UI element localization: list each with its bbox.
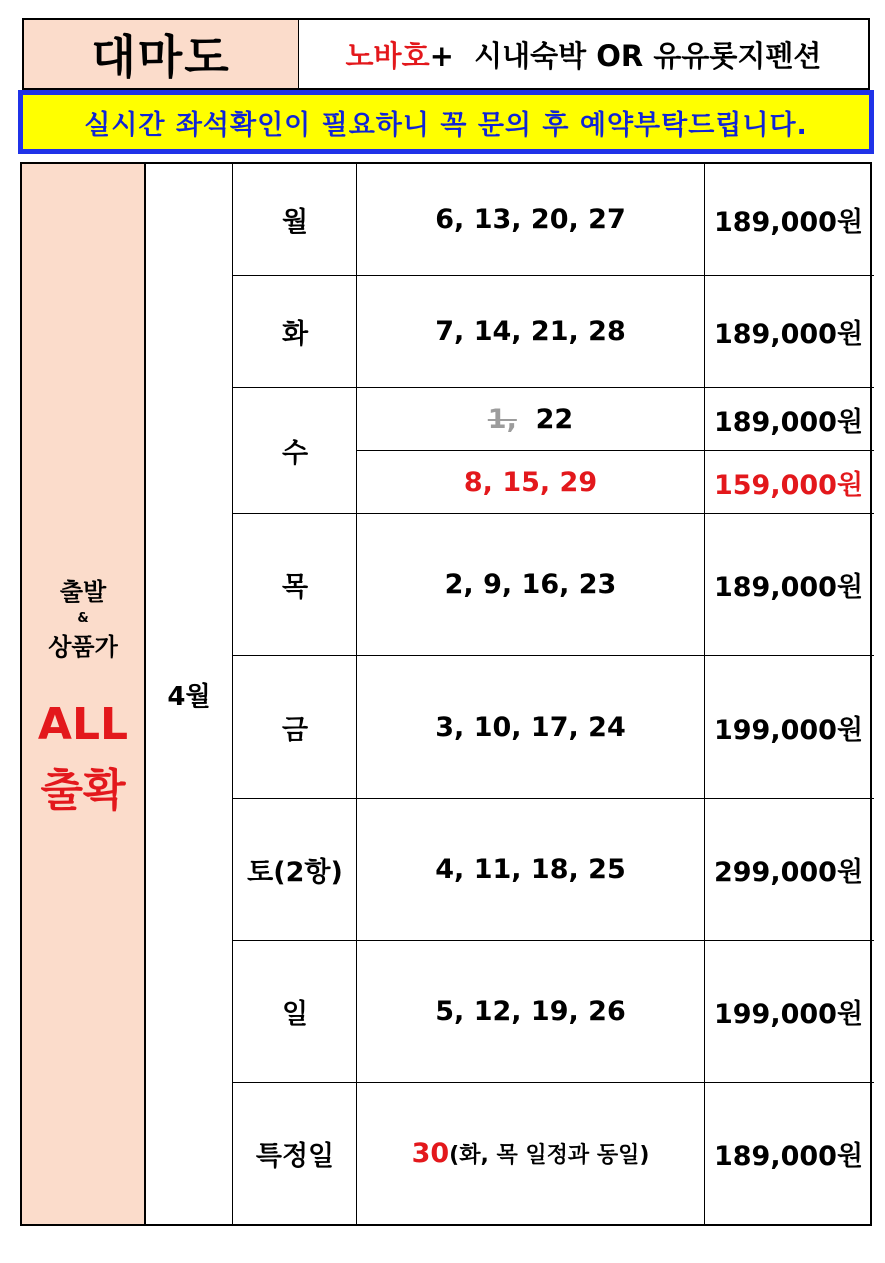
subtitle: [346, 34, 822, 75]
price-mon: 189,000원: [713, 207, 864, 238]
notice-banner: [18, 90, 874, 154]
lodging-text: 시내숙박 OR 유유롯지펜션: [474, 38, 822, 73]
day-sun: 일: [281, 999, 309, 1030]
struck-date: 1,: [487, 403, 517, 435]
day-wed: 수: [281, 438, 309, 469]
dates-tue: 7, 14, 21, 28: [435, 316, 626, 347]
price-sun: 199,000원: [713, 999, 864, 1030]
subtitle-box: [298, 18, 870, 90]
dates-special: [357, 1083, 704, 1224]
plus-sign: +: [429, 38, 454, 73]
ship-name: 노바호: [345, 38, 430, 73]
schedule-table: [20, 162, 872, 1226]
special-date: 30: [411, 1138, 450, 1169]
day-fri: 금: [281, 714, 309, 746]
dates-wed-2: 8, 15, 29: [463, 466, 598, 498]
price-wed-2: 159,000원: [713, 469, 864, 501]
day-special: 특정일: [255, 1141, 335, 1172]
side-label-price: 상품가: [48, 632, 118, 661]
side-label-column: [22, 164, 146, 1224]
special-note: (화, 목 일정과 동일): [449, 1143, 650, 1168]
dates-sun: 5, 12, 19, 26: [435, 996, 626, 1027]
side-label-amp: &: [77, 610, 89, 626]
dates-wed-1: [357, 388, 704, 450]
price-sat: 299,000원: [713, 857, 864, 888]
day-thu: 목: [281, 572, 309, 603]
notice-text: 실시간 좌석확인이 필요하니 꼭 문의 후 예약부탁드립니다.: [84, 109, 808, 141]
date-22: 22: [535, 403, 574, 435]
price-tue: 189,000원: [713, 319, 864, 350]
day-tue: 화: [281, 319, 309, 350]
month-cell: 4월: [146, 164, 233, 1224]
day-sat: 토(2항): [247, 857, 343, 888]
price-wed-1: 189,000원: [713, 406, 864, 438]
price-special: 189,000원: [713, 1141, 864, 1172]
day-mon: 월: [281, 207, 309, 238]
dates-sat: 4, 11, 18, 25: [435, 854, 626, 885]
side-label-confirmed: 출확: [40, 765, 126, 816]
side-label-all: ALL: [37, 698, 129, 750]
dates-mon: 6, 13, 20, 27: [435, 204, 626, 235]
side-label-departure: 출발: [59, 577, 107, 606]
title-box: [22, 18, 300, 90]
dates-thu: 2, 9, 16, 23: [444, 569, 617, 600]
price-thu: 189,000원: [713, 572, 864, 603]
dates-fri: 3, 10, 17, 24: [435, 711, 626, 743]
page-title: 대마도: [91, 30, 231, 84]
price-fri: 199,000원: [713, 714, 864, 746]
